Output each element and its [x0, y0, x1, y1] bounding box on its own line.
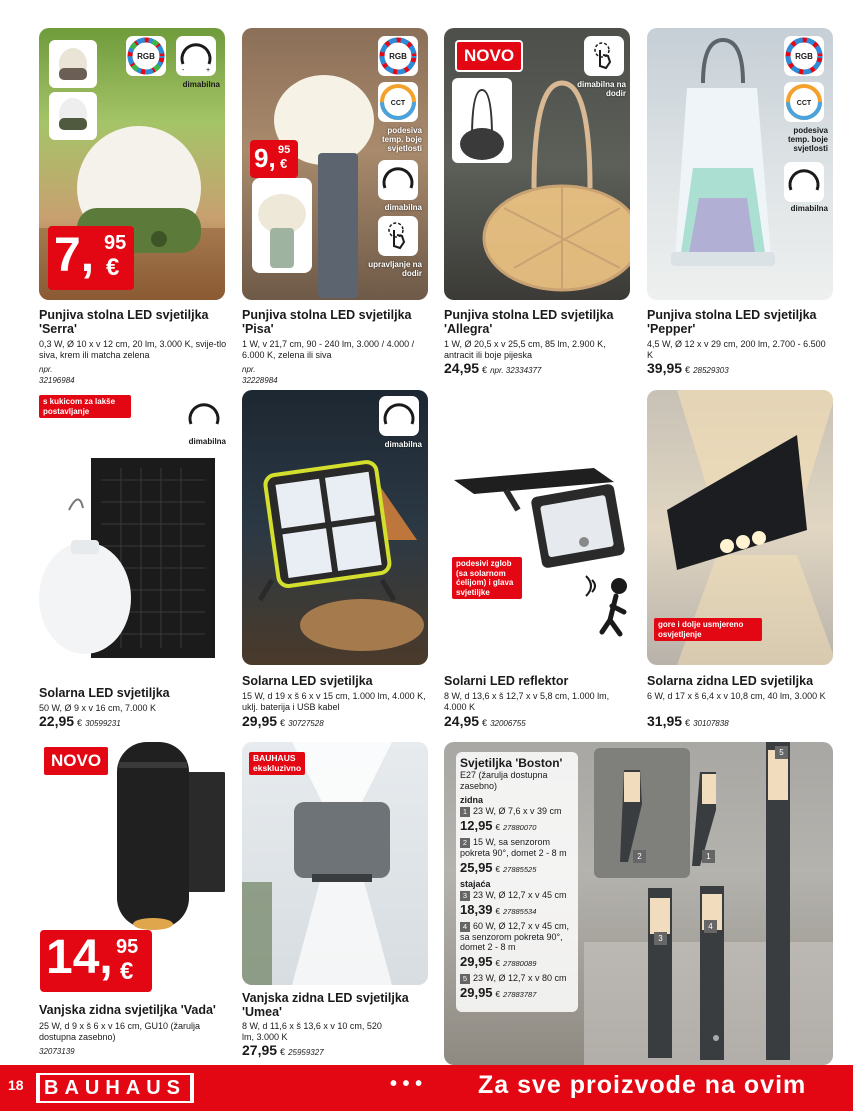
dimmable-icon	[378, 160, 418, 200]
variant-price: 12,95	[460, 818, 493, 833]
svg-text:RGB: RGB	[389, 52, 407, 61]
rgb-icon	[378, 36, 418, 76]
title-line-1: Punjiva stolna LED svjetiljka	[647, 308, 817, 322]
boston-title: Svjetiljka 'Boston'	[460, 756, 563, 770]
variant-currency: €	[495, 958, 500, 968]
title-line-2: 'Allegra'	[444, 322, 493, 336]
price: 27,95	[242, 1042, 278, 1058]
variant-desc-text: 15 W, sa senzorom pokreta 90°, domet 2 - 8 m	[460, 837, 567, 858]
article-number: 32006755	[490, 719, 526, 728]
novo-badge: NOVO	[455, 40, 523, 72]
title-line-1: Punjiva stolna LED svjetiljka	[444, 308, 614, 322]
dimmable-label: dimabilna	[384, 440, 422, 449]
product-specs: 50 W, Ø 9 x v 16 cm, 7.000 K	[39, 703, 157, 713]
product-specs: 1 W, v 21,7 cm, 90 - 240 lm, 3.000 / 4.000 / 6.000 K, zelena ili siva	[242, 339, 415, 360]
umea-lamp-illustration	[242, 742, 428, 985]
cct-label: podesiva temp. boje svjetlosti	[787, 126, 828, 153]
variant-price: 29,95	[460, 984, 493, 1000]
svg-text:-: -	[182, 67, 185, 74]
variant-article: 27885534	[503, 906, 537, 916]
price: 39,95	[647, 360, 683, 376]
product-specs: 6 W, d 17 x š 6,4 x v 10,8 cm, 40 lm, 3.000 K	[647, 691, 826, 701]
boston-subtitle: E27 (žarulja dostupna zasebno)	[460, 770, 548, 791]
product-specs: 0,3 W, Ø 10 x v 12 cm, 20 lm, 3.000 K, svije-tlo siva, krem ili matcha zelena	[39, 339, 227, 360]
rgb-icon	[126, 36, 166, 76]
product-specs: 25 W, d 9 x š 6 x v 16 cm, GU10 (žarulja dostupna zasebno)	[39, 1021, 201, 1042]
novo-badge: NOVO	[42, 745, 110, 777]
title-line-2: 'Pepper'	[647, 322, 696, 336]
price-cents: 95	[278, 144, 291, 156]
price-line	[647, 360, 729, 378]
lamp-number-4: 4	[704, 920, 717, 933]
lamp-number-5: 5	[775, 746, 788, 759]
article-number: 32073139	[39, 1047, 75, 1056]
boston-info-panel	[456, 752, 578, 1012]
variant-desc-text: 23 W, Ø 7,6 x v 39 cm	[473, 806, 562, 816]
boston-variant-5	[460, 973, 574, 1002]
variant-article: 27885525	[503, 864, 537, 874]
variant-price-line	[460, 984, 574, 1002]
title-line-2: 'Serra'	[39, 322, 77, 336]
product-title: Solarna LED svjetiljka	[242, 674, 373, 688]
variant-currency: €	[495, 906, 500, 916]
page-number: 18	[8, 1077, 24, 1093]
product-title	[444, 308, 634, 336]
variant-price-line	[460, 817, 574, 835]
price-line	[444, 360, 541, 378]
footer-bar	[0, 1065, 853, 1111]
variant-number: 2	[460, 838, 470, 848]
price-main: 9,	[254, 143, 276, 173]
dimmable-icon	[176, 36, 216, 76]
price-line	[647, 713, 729, 731]
price-cents: 95	[116, 936, 139, 958]
boston-standing-list	[460, 890, 574, 1002]
variant-currency: €	[495, 864, 500, 874]
article-number: 28529303	[693, 366, 729, 375]
variant-article: 27880089	[503, 958, 537, 968]
product-specs: 8 W, d 11,6 x š 13,6 x v 10 cm, 520 lm, 3.000 K	[242, 1021, 382, 1042]
lamp-number-1: 1	[702, 850, 715, 863]
currency: €	[280, 718, 286, 728]
title-line-1: Vanjska zidna LED svjetiljka	[242, 991, 409, 1005]
svg-text:+: +	[206, 67, 211, 74]
price-line	[444, 713, 526, 731]
footer-tagline: Za sve proizvode na ovim	[478, 1071, 807, 1099]
dimmable-icon	[184, 396, 224, 436]
cct-icon	[784, 82, 824, 122]
price-cents: 95	[104, 232, 127, 254]
variant-number: 1	[460, 807, 470, 817]
variant-price-line	[460, 901, 574, 919]
hook-tag: s kukicom za lakše postavljanje	[39, 395, 131, 418]
product-specs: 8 W, d 13,6 x š 12,7 x v 5,8 cm, 1.000 lm, 4.000 K	[444, 691, 610, 712]
price-currency: €	[120, 958, 134, 985]
variant-desc	[460, 890, 574, 901]
title-line-1: Punjiva stolna LED svjetiljka	[39, 308, 209, 322]
variant-desc	[460, 837, 574, 859]
dimmable-icon	[784, 162, 824, 202]
price: 31,95	[647, 713, 683, 729]
price: 24,95	[444, 713, 480, 729]
product-specs: 15 W, d 19 x š 6 x v 15 cm, 1.000 lm, 4.000 K, uklj. baterija i USB kabel	[242, 691, 426, 712]
touch-dimmable-label: dimabilna na dodir	[577, 80, 626, 98]
product-title: Solarni LED reflektor	[444, 674, 569, 688]
variant-number: 3	[460, 891, 470, 901]
variant-desc	[460, 921, 574, 953]
price-line	[242, 713, 324, 731]
variant-price-line	[460, 953, 574, 971]
price: 29,95	[242, 713, 278, 729]
article-number: npr. 32334377	[490, 366, 542, 375]
variant-desc	[460, 806, 574, 817]
lamp-number-3: 3	[654, 932, 667, 945]
joint-tag: podesivi zglob (sa solarnom ćelijom) i glava svjetiljke	[452, 557, 522, 599]
variant-price: 29,95	[460, 953, 493, 969]
dimmable-label: dimabilna	[790, 204, 828, 213]
variant-price: 25,95	[460, 859, 493, 875]
variant-desc-text: 60 W, Ø 12,7 x v 45 cm, sa senzorom pokreta 90°, domet 2 - 8 m	[460, 920, 570, 952]
currency: €	[280, 1047, 286, 1057]
bauhaus-logo[interactable]	[36, 1073, 194, 1103]
svg-text:RGB: RGB	[137, 52, 155, 61]
article-number: npr. 32196984	[39, 365, 75, 385]
product-title: Vanjska zidna svjetiljka 'Vada'	[39, 1003, 216, 1017]
currency: €	[77, 718, 83, 728]
article-number: 30107838	[693, 719, 729, 728]
boston-variant-3	[460, 890, 574, 919]
product-specs: 4,5 W, Ø 12 x v 29 cm, 200 lm, 2.700 - 6.500 K	[647, 339, 826, 360]
section-wall: zidna	[460, 795, 484, 805]
lamp-number-2: 2	[633, 850, 646, 863]
currency: €	[482, 365, 488, 375]
variant-price-line	[460, 859, 574, 877]
title-line-1: Punjiva stolna LED svjetiljka	[242, 308, 412, 322]
currency: €	[685, 718, 691, 728]
currency: €	[685, 365, 691, 375]
exclusive-tag: BAUHAUS ekskluzivno	[249, 752, 305, 775]
variant-currency: €	[495, 823, 500, 832]
price-line	[39, 713, 121, 731]
price-currency: €	[106, 254, 120, 281]
product-title	[242, 991, 432, 1019]
variant-article: 27880070	[503, 823, 537, 832]
cct-icon	[378, 82, 418, 122]
price-line	[242, 1042, 324, 1060]
svg-text:CCT: CCT	[796, 100, 812, 107]
svg-text:CCT: CCT	[390, 100, 406, 107]
footer-dots: • • •	[390, 1073, 423, 1095]
boston-variant-4	[460, 921, 574, 971]
boston-variant-2	[460, 837, 574, 877]
variant-number: 5	[460, 974, 470, 984]
price-badge-serra	[48, 226, 134, 290]
product-image-solar-reflector	[444, 390, 630, 665]
touch-dimmable-icon	[584, 36, 624, 76]
variant-desc-text: 23 W, Ø 12,7 x v 45 cm	[473, 889, 567, 900]
product-title	[242, 308, 432, 336]
variant-currency: €	[495, 989, 500, 999]
title-line-2: 'Umea'	[242, 1005, 282, 1019]
cct-label: podesiva temp. boje svjetlosti	[381, 126, 422, 153]
variant-article: 27883787	[503, 989, 537, 999]
boston-variant-1	[460, 806, 574, 835]
product-title: Solarna LED svjetiljka	[39, 686, 170, 700]
product-image-umea	[242, 742, 428, 985]
dimmable-label: dimabilna	[182, 80, 220, 89]
solar-reflector-illustration	[444, 390, 630, 665]
article-number: npr. 32228984	[242, 365, 278, 385]
dimmable-label: dimabilna	[384, 203, 422, 212]
variant-desc-text: 23 W, Ø 12,7 x v 80 cm	[473, 972, 567, 983]
price-main: 14,	[46, 931, 113, 984]
price-currency: €	[280, 156, 288, 171]
rgb-icon	[784, 36, 824, 76]
variant-number: 4	[460, 922, 470, 932]
logo-text: BAUHAUS	[40, 1075, 190, 1101]
product-title	[647, 308, 837, 336]
article-number: 30727528	[288, 719, 324, 728]
price: 22,95	[39, 713, 75, 729]
touch-icon	[378, 216, 418, 256]
article-number: 30599231	[85, 719, 121, 728]
article-number: 25959327	[288, 1048, 324, 1057]
price-badge-vada	[40, 930, 152, 992]
boston-wall-list	[460, 806, 574, 877]
product-title: Solarna zidna LED svjetiljka	[647, 674, 814, 688]
variant-price: 18,39	[460, 901, 493, 917]
title-line-2: 'Pisa'	[242, 322, 274, 336]
product-specs: 1 W, Ø 20,5 x v 25,5 cm, 85 lm, 2.900 K, antracit ili boje pijeska	[444, 339, 606, 360]
section-standing: stajaća	[460, 878, 491, 889]
touch-label: upravljanje na dodir	[368, 260, 422, 278]
price: 24,95	[444, 360, 480, 376]
dimmable-icon	[379, 396, 419, 436]
variant-desc	[460, 973, 574, 984]
direction-tag: gore i dolje usmjereno osvjetljenje	[654, 618, 762, 641]
product-title	[39, 308, 229, 336]
price-badge-pisa	[250, 140, 298, 178]
svg-text:RGB: RGB	[795, 52, 813, 61]
price-main: 7,	[54, 229, 95, 282]
dimmable-label: dimabilna	[188, 437, 226, 446]
currency: €	[482, 718, 488, 728]
